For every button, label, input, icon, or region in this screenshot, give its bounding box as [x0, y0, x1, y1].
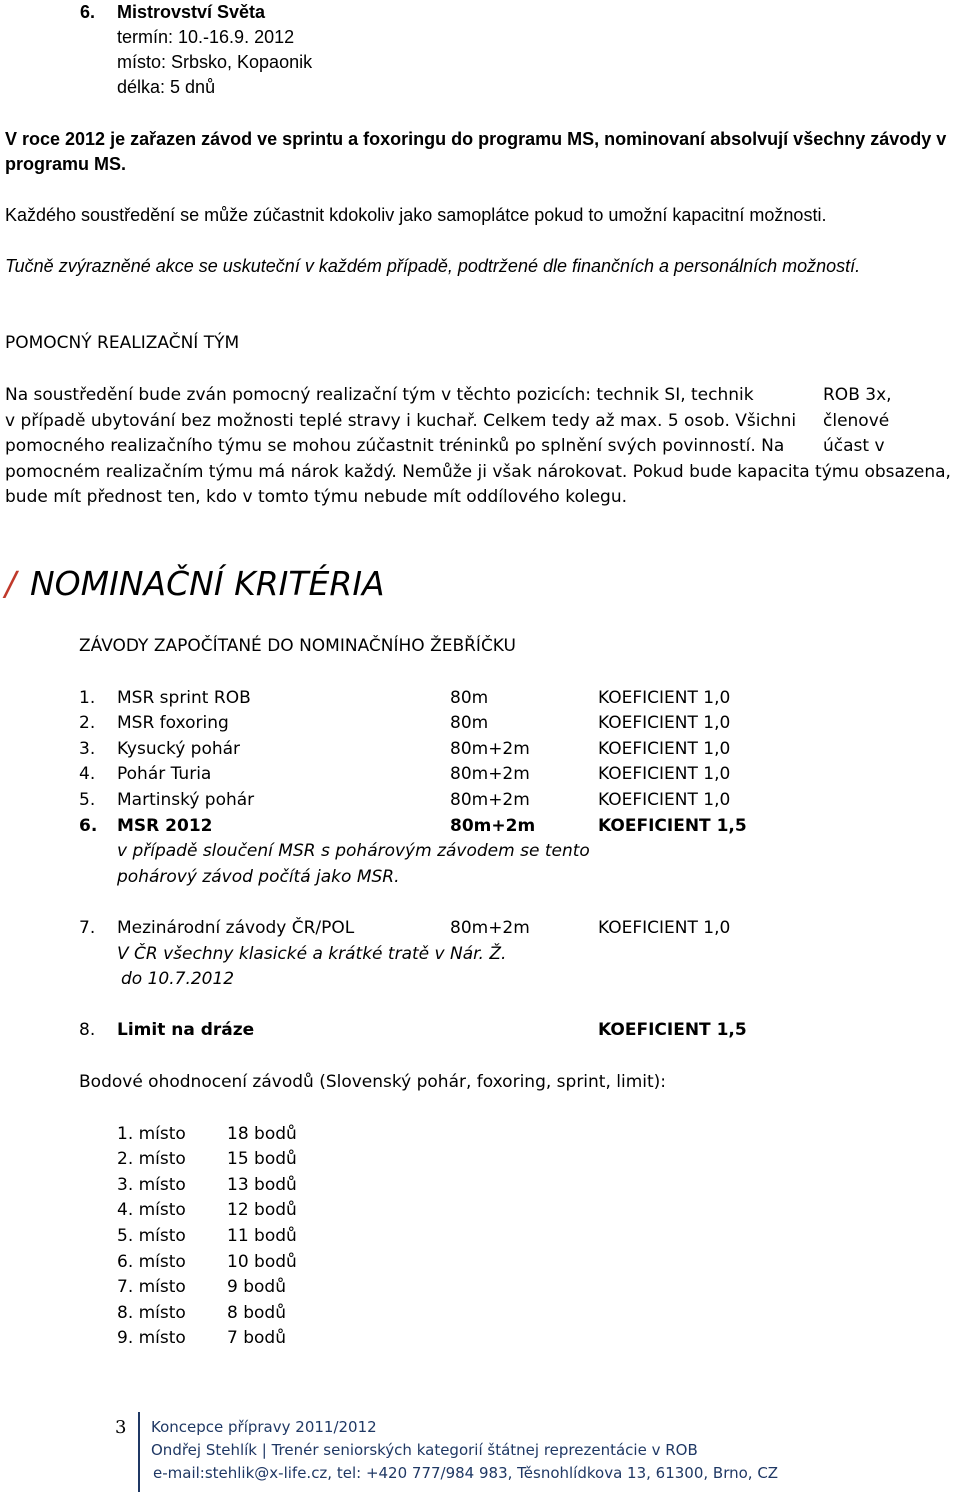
- team-text-line3-end: účast v: [823, 436, 885, 456]
- team-heading: POMOCNÝ REALIZAČNÍ TÝM: [5, 333, 240, 353]
- nomination-heading: NOMINAČNÍ KRITÉRIA: [30, 564, 385, 603]
- race-coefficient: KOEFICIENT 1,0: [598, 918, 731, 938]
- race7-note-line1: V ČR všechny klasické a krátké tratě v Nár. Ž.: [117, 944, 507, 964]
- team-text-line4: pomocném realizačním týmu má nárok každý. Nemůže ji však nárokovat. Pokud bude kapacita týmu obsazena,: [5, 462, 951, 482]
- race-coefficient: KOEFICIENT 1,0: [598, 739, 731, 759]
- points-place: 7. místo: [117, 1277, 186, 1297]
- points-value: 11 bodů: [227, 1226, 297, 1246]
- footer-contact: e-mail:stehlik@x-life.cz, tel: +420 777/984 983, Těsnohlídkova 13, 61300, Brno, CZ: [153, 1464, 779, 1482]
- points-value: 9 bodů: [227, 1277, 286, 1297]
- race-name: MSR foxoring: [117, 713, 229, 733]
- event-duration: délka: 5 dnů: [117, 77, 216, 97]
- race-distance: 80m+2m: [450, 918, 530, 938]
- event-location: místo: Srbsko, Kopaonik: [117, 52, 313, 72]
- points-value: 12 bodů: [227, 1200, 297, 1220]
- points-place: 4. místo: [117, 1200, 186, 1220]
- team-text-line2: v případě ubytování bez možnosti teplé stravy i kuchař. Celkem tedy až max. 5 osob. Všichni: [5, 411, 797, 431]
- footer-title: Koncepce přípravy 2011/2012: [151, 1418, 377, 1436]
- race-num: 4.: [79, 764, 96, 784]
- race-num: 3.: [79, 739, 96, 759]
- heading-slash: /: [5, 564, 17, 603]
- page-number: 3: [115, 1417, 127, 1438]
- race-coefficient: KOEFICIENT 1,5: [598, 1020, 747, 1040]
- race-distance: 80m: [450, 688, 489, 708]
- race-num: 6.: [79, 816, 98, 836]
- race-num: 7.: [79, 918, 96, 938]
- team-text-line1: Na soustředění bude zván pomocný realizační tým v těchto pozicích: technik SI, technik: [5, 385, 754, 405]
- team-text-line5: bude mít přednost ten, kdo v tomto týmu nebude mít oddílového kolegu.: [5, 487, 628, 507]
- points-value: 8 bodů: [227, 1303, 286, 1323]
- race-name: Martinský pohár: [117, 790, 255, 810]
- bold-events-note: Tučně zvýrazněné akce se uskuteční v každém případě, podtržené dle finančních a personálních možností.: [5, 256, 861, 276]
- race-distance: 80m+2m: [450, 764, 530, 784]
- ms-program-text-line2: programu MS.: [5, 154, 127, 174]
- points-value: 13 bodů: [227, 1175, 297, 1195]
- points-place: 8. místo: [117, 1303, 186, 1323]
- team-text-line3: pomocného realizačního týmu se mohou zúčastnit tréninků po splnění svých povinností. Na: [5, 436, 785, 456]
- race-name: Kysucký pohár: [117, 739, 241, 759]
- race-num: 1.: [79, 688, 96, 708]
- points-place: 1. místo: [117, 1124, 186, 1144]
- race-num: 2.: [79, 713, 96, 733]
- race-name: Pohár Turia: [117, 764, 212, 784]
- points-place: 2. místo: [117, 1149, 186, 1169]
- race-coefficient: KOEFICIENT 1,0: [598, 713, 731, 733]
- team-text-line1-end: ROB 3x,: [823, 385, 892, 405]
- points-value: 15 bodů: [227, 1149, 297, 1169]
- race6-note-line2: pohárový závod počítá jako MSR.: [117, 867, 400, 887]
- event-dates: termín: 10.-16.9. 2012: [117, 27, 295, 47]
- section-title: Mistrovství Světa: [117, 2, 266, 22]
- points-value: 18 bodů: [227, 1124, 297, 1144]
- race-name: MSR sprint ROB: [117, 688, 251, 708]
- race-coefficient: KOEFICIENT 1,0: [598, 764, 731, 784]
- race-coefficient: KOEFICIENT 1,0: [598, 790, 731, 810]
- race-coefficient: KOEFICIENT 1,5: [598, 816, 747, 836]
- points-place: 9. místo: [117, 1328, 186, 1348]
- footer-author: Ondřej Stehlík | Trenér seniorských kategorií štátnej reprezentácie v ROB: [151, 1441, 698, 1459]
- race-name: Limit na dráze: [117, 1020, 255, 1040]
- points-place: 6. místo: [117, 1252, 186, 1272]
- race-num: 5.: [79, 790, 96, 810]
- points-value: 7 bodů: [227, 1328, 286, 1348]
- race-distance: 80m+2m: [450, 816, 536, 836]
- points-place: 3. místo: [117, 1175, 186, 1195]
- race-name: Mezinárodní závody ČR/POL: [117, 918, 355, 938]
- race-distance: 80m+2m: [450, 739, 530, 759]
- race-distance: 80m: [450, 713, 489, 733]
- points-heading: Bodové ohodnocení závodů (Slovenský pohár, foxoring, sprint, limit):: [79, 1072, 667, 1092]
- ranking-subheading: ZÁVODY ZAPOČÍTANÉ DO NOMINAČNÍHO ŽEBŘÍČKU: [79, 636, 516, 656]
- points-value: 10 bodů: [227, 1252, 297, 1272]
- race-distance: 80m+2m: [450, 790, 530, 810]
- race7-note-line2: do 10.7.2012: [121, 969, 235, 989]
- race-num: 8.: [79, 1020, 96, 1040]
- section-number: 6.: [80, 2, 96, 22]
- team-text-line2-end: členové: [823, 411, 890, 431]
- ms-program-text-line1: V roce 2012 je zařazen závod ve sprintu a foxoringu do programu MS, nominovaní absolvují všechny závody v: [5, 129, 947, 149]
- race-name: MSR 2012: [117, 816, 213, 836]
- points-place: 5. místo: [117, 1226, 186, 1246]
- self-payer-note: Každého soustředění se může zúčastnit kdokoliv jako samoplátce pokud to umožní kapacitní možnosti.: [5, 205, 827, 225]
- race-coefficient: KOEFICIENT 1,0: [598, 688, 731, 708]
- race6-note-line1: v případě sloučení MSR s pohárovým závodem se tento: [117, 841, 590, 861]
- footer-divider: [138, 1412, 140, 1492]
